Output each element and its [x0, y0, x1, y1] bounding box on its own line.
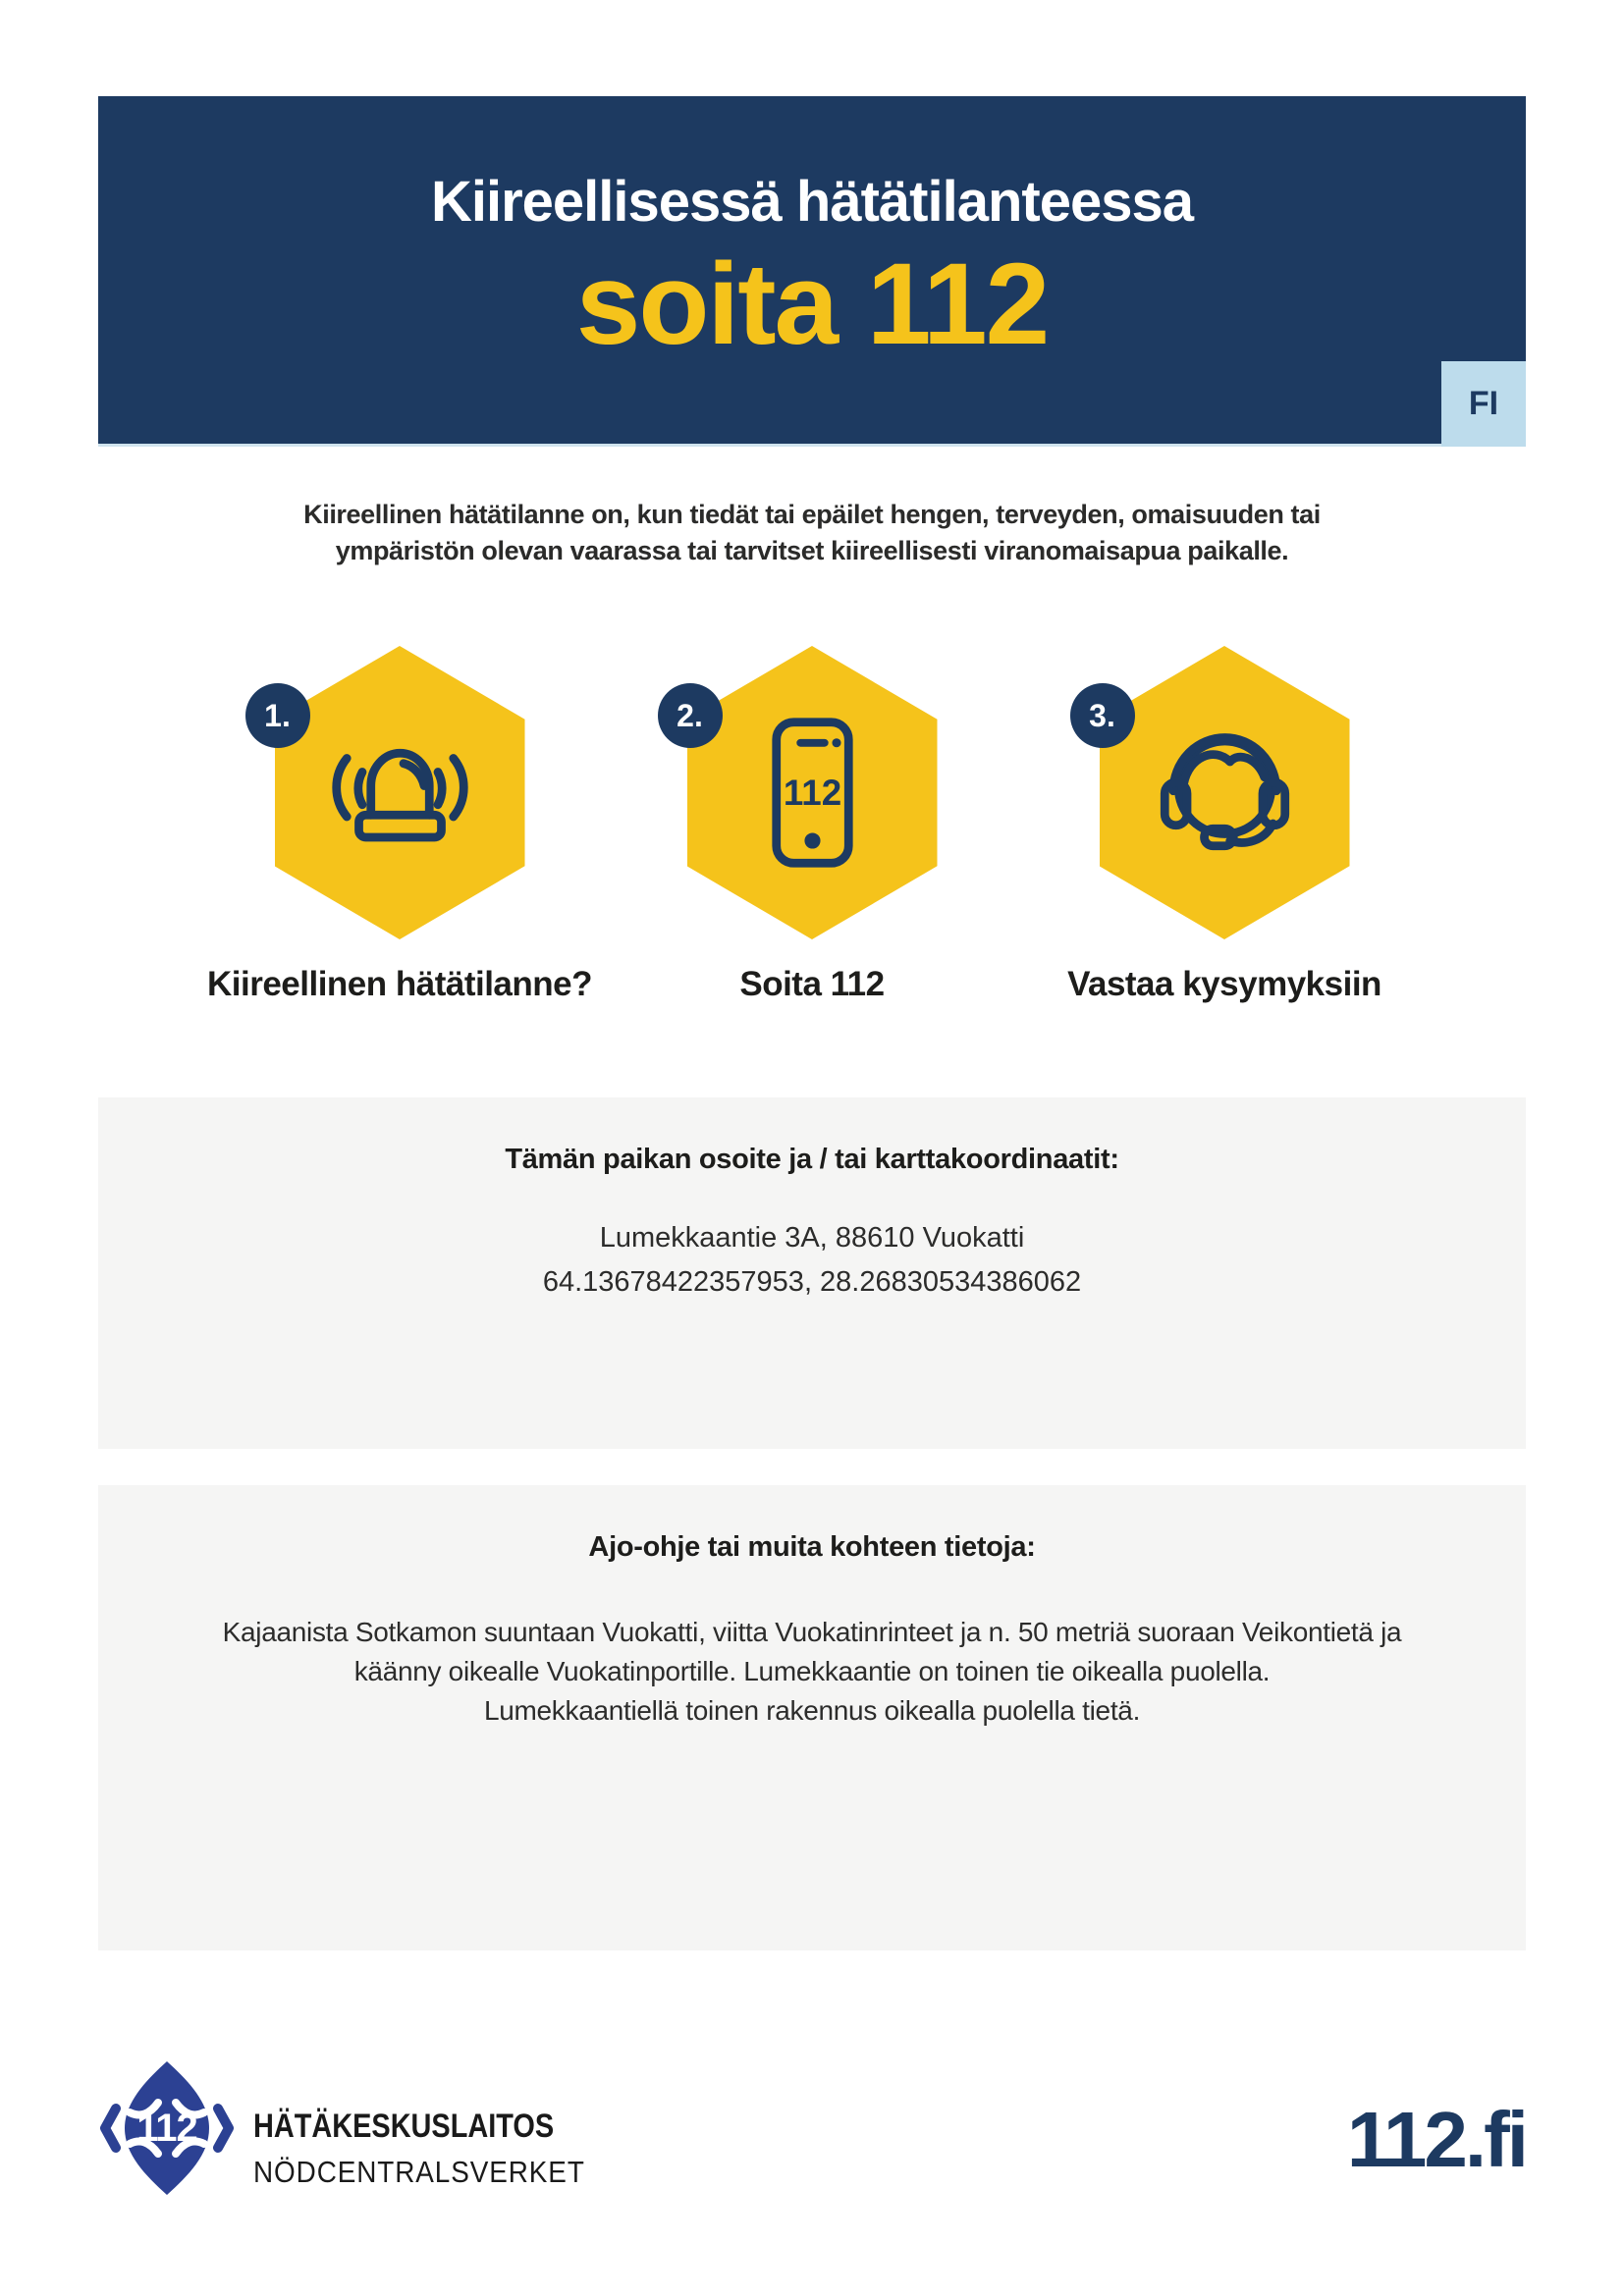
- step-2: [606, 646, 1018, 1019]
- website-url: 112.fi: [1346, 2096, 1526, 2183]
- intro-line-2: ympäristön olevan vaarassa tai tarvitset kiireellisesti viranomaisapua paikalle.: [335, 536, 1289, 565]
- step-number-badge: 3.: [1070, 683, 1135, 748]
- directions-text: [98, 1613, 1526, 1731]
- directions-line-1: Kajaanista Sotkamon suuntaan Vuokatti, viitta Vuokatinrinteet ja n. 50 metriä suoraan Veikontietä ja: [222, 1617, 1402, 1647]
- header-bottom-strip: [98, 444, 1526, 447]
- header-subtitle: soita 112: [575, 240, 1049, 369]
- location-box: [98, 1097, 1526, 1449]
- step-2-hexagon: [677, 646, 938, 939]
- directions-line-3: Lumekkaantiellä toinen rakennus oikealla puolella tietä.: [483, 1695, 1141, 1726]
- step-3-hexagon: [1089, 646, 1350, 939]
- step-1-label: Kiireellinen hätätilanne?: [206, 965, 593, 1003]
- organization-name-swedish: NÖDCENTRALSVERKET: [253, 2155, 585, 2189]
- operator-headset-icon: [1139, 707, 1311, 879]
- organization-name-finnish: HÄTÄKESKUSLAITOS: [253, 2108, 555, 2145]
- location-address: Lumekkaantie 3A, 88610 Vuokatti: [599, 1222, 1025, 1254]
- location-box-heading: Tämän paikan osoite ja / tai karttakoordinaatit:: [505, 1144, 1119, 1175]
- siren-icon: [314, 707, 486, 879]
- step-3-label: Vastaa kysymyksiin: [1067, 965, 1381, 1003]
- logo-number: 112: [136, 2107, 197, 2150]
- directions-box-heading: Ajo-ohje tai muita kohteen tietoja:: [588, 1531, 1036, 1563]
- location-coordinates: 64.13678422357953, 28.26830534386062: [542, 1266, 1082, 1298]
- language-badge: FI: [1441, 361, 1526, 447]
- directions-box: [98, 1485, 1526, 1950]
- directions-line-2: käänny oikealle Vuokatinportille. Lumekkaantie on toinen tie oikealla puolella.: [353, 1656, 1271, 1686]
- phone-112-icon: [727, 707, 898, 879]
- step-3: [1018, 646, 1431, 1019]
- header-banner: [98, 96, 1526, 447]
- step-2-label: Soita 112: [739, 965, 885, 1003]
- steps-row: [98, 646, 1526, 1019]
- intro-text: [0, 497, 1624, 569]
- organization-name: [253, 2107, 622, 2190]
- header-title: Kiireellisessä hätätilanteessa: [430, 170, 1194, 234]
- 112-logo: [98, 2059, 236, 2197]
- step-number-badge: 1.: [245, 683, 310, 748]
- intro-line-1: Kiireellinen hätätilanne on, kun tiedät tai epäilet hengen, terveyden, omaisuuden tai: [303, 500, 1321, 529]
- step-1: [193, 646, 606, 1019]
- step-1-hexagon: [264, 646, 525, 939]
- step-number-badge: 2.: [658, 683, 723, 748]
- phone-screen-number: 112: [783, 772, 841, 813]
